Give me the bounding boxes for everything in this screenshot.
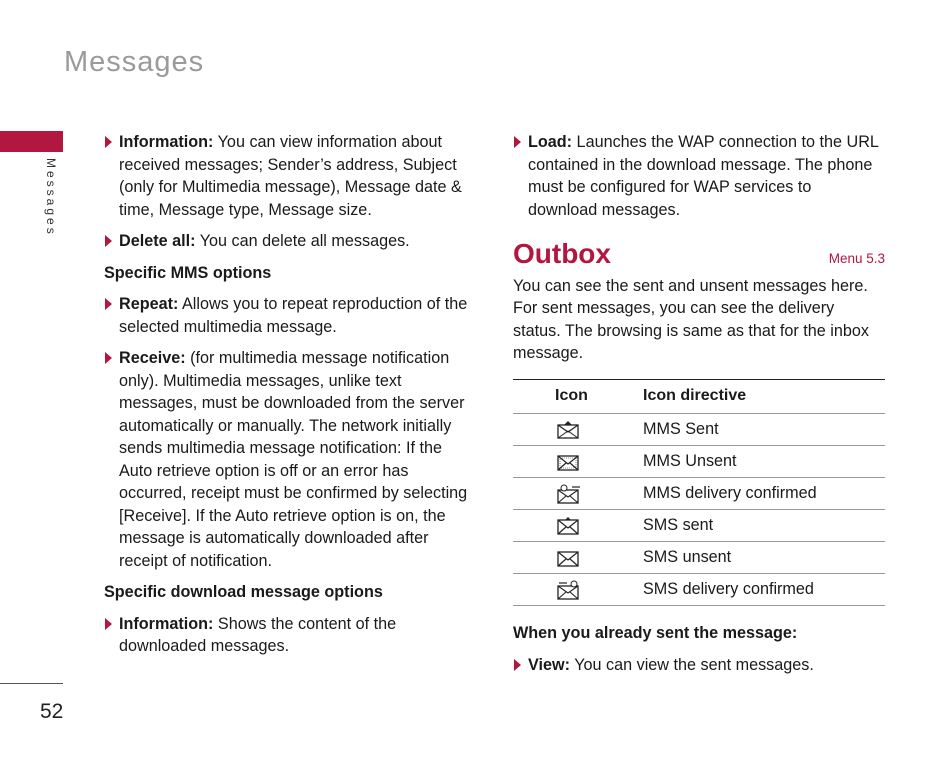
icon-table [513, 379, 885, 607]
bullet-delete-all [104, 230, 474, 253]
outbox-heading-row [513, 238, 885, 271]
sms-delivery-confirmed-icon [557, 580, 581, 600]
page-title: Messages [64, 46, 205, 78]
bullet-text: You can view the sent messages. [570, 655, 814, 674]
sms-sent-icon [557, 517, 579, 535]
table-row [513, 510, 885, 542]
page-number: 52 [40, 700, 64, 723]
left-column [104, 131, 474, 667]
section-tab-bar [0, 131, 63, 152]
bullet-label: Information: [119, 614, 214, 633]
download-options-heading: Specific download message options [104, 583, 383, 601]
mms-unsent-icon [557, 453, 579, 471]
table-row [513, 478, 885, 510]
table-header-row [513, 379, 885, 414]
bullet-load [513, 131, 885, 221]
icon-directive: SMS delivery confirmed [643, 574, 885, 606]
right-column [513, 131, 885, 685]
icon-directive: SMS sent [643, 510, 885, 542]
table-row [513, 542, 885, 574]
bullet-label: Receive: [119, 349, 186, 367]
bullet-text: You can view information about received messages; Sender’s address, Subject (only for Multimedia message), Message date & time, Message type, Message size. [119, 133, 462, 219]
bullet-download-information [104, 613, 474, 658]
bullet-text: (for multimedia message notification only). Multimedia messages, unlike text messages, must be downloaded from the server automatically or manually. The network initially sends multimedia message notification: If the Auto retrieve option is off or an error has occurred, receipt must be confirmed by selecting [Receive]. If the Auto retrieve option is on, the message is automatically downloaded after receipt of notification. [119, 349, 468, 570]
sms-unsent-icon [557, 549, 579, 567]
bullet-label: Delete all: [119, 232, 196, 250]
table-row [513, 446, 885, 478]
sent-message-heading: When you already sent the message: [513, 624, 798, 642]
icon-directive: SMS unsent [643, 542, 885, 574]
table-row [513, 414, 885, 446]
column-header-icon: Icon [513, 379, 643, 414]
bullet-arrow-icon [105, 298, 112, 310]
bullet-view [513, 654, 885, 677]
bullet-text: Allows you to repeat reproduction of the selected multimedia message. [119, 295, 468, 336]
column-header-directive: Icon directive [643, 379, 885, 414]
icon-directive: MMS delivery confirmed [643, 478, 885, 510]
bullet-information [104, 131, 474, 221]
bullet-text: Shows the content of the downloaded messages. [119, 614, 397, 655]
mms-delivery-confirmed-icon [557, 484, 581, 504]
bullet-arrow-icon [105, 352, 112, 364]
bullet-label: View: [528, 655, 570, 674]
mms-sent-icon [557, 421, 579, 439]
menu-reference: Menu 5.3 [828, 251, 885, 266]
footer-divider [0, 683, 63, 684]
outbox-description: You can see the sent and unsent messages here. For sent messages, you can see the delivery status. The browsing is same as that for the inbox message. [513, 276, 870, 362]
bullet-text: You can delete all messages. [195, 232, 410, 250]
outbox-title: Outbox [513, 238, 611, 269]
bullet-repeat [104, 293, 474, 338]
bullet-text: Launches the WAP connection to the URL contained in the download message. The phone must be configured for WAP services to download messages. [528, 133, 879, 219]
icon-directive: MMS Unsent [643, 446, 885, 478]
bullet-arrow-icon [514, 659, 521, 671]
icon-directive: MMS Sent [643, 414, 885, 446]
bullet-label: Repeat: [119, 295, 179, 313]
bullet-label: Information: [119, 133, 214, 151]
bullet-label: Load: [528, 133, 573, 151]
table-row [513, 574, 885, 606]
bullet-arrow-icon [514, 136, 521, 148]
bullet-arrow-icon [105, 618, 112, 630]
bullet-receive [104, 347, 474, 572]
mms-options-heading: Specific MMS options [104, 263, 272, 282]
side-section-label: Messages [44, 158, 58, 237]
bullet-arrow-icon [105, 136, 112, 148]
bullet-arrow-icon [105, 235, 112, 247]
